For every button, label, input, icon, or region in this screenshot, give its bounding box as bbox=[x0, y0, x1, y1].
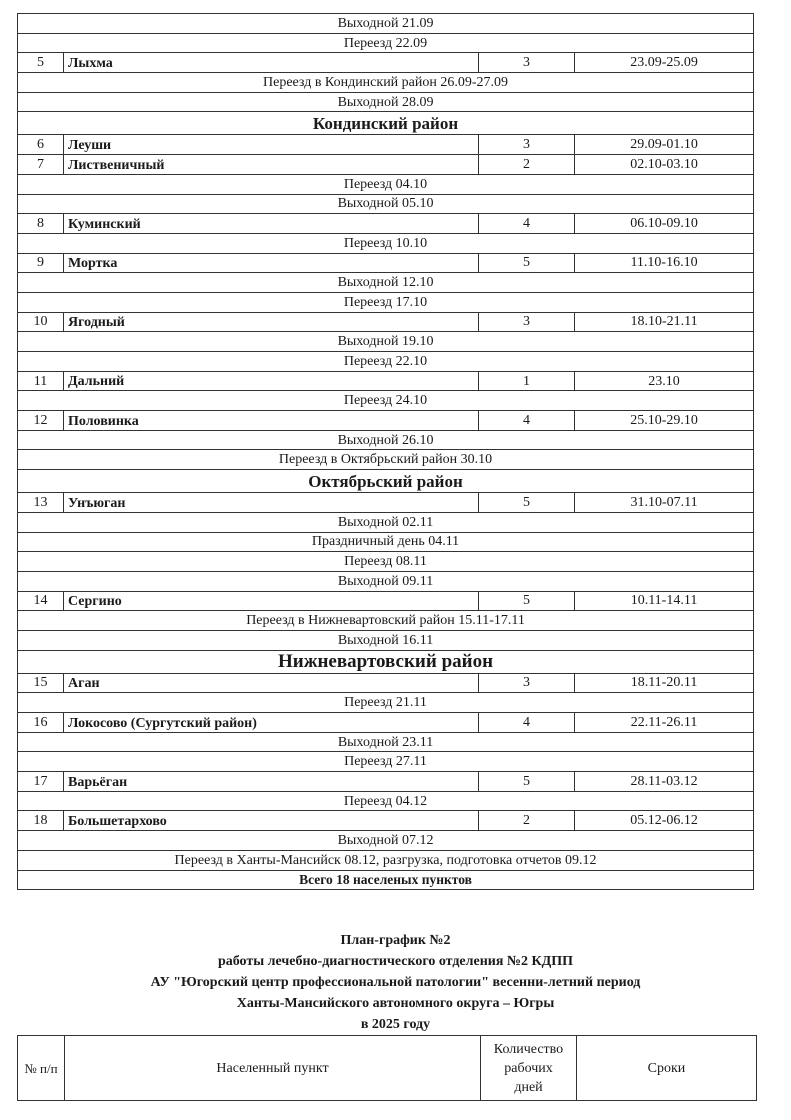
row-number: 11 bbox=[18, 371, 64, 391]
schedule-note-row bbox=[18, 532, 754, 552]
schedule-note: Выходной 05.10 bbox=[18, 194, 754, 214]
schedule-note-row bbox=[18, 512, 754, 532]
schedule-note-row bbox=[18, 430, 754, 450]
row-number: 10 bbox=[18, 312, 64, 332]
working-days: 4 bbox=[479, 713, 575, 733]
schedule-note-row bbox=[18, 174, 754, 194]
row-number: 9 bbox=[18, 253, 64, 273]
schedule-note-row bbox=[18, 791, 754, 811]
schedule-note-row bbox=[18, 611, 754, 631]
row-number: 15 bbox=[18, 673, 64, 693]
date-range: 02.10-03.10 bbox=[575, 155, 754, 175]
settlement-row bbox=[18, 312, 754, 332]
total-settlements: Всего 18 населеных пунктов bbox=[18, 870, 754, 890]
district-name: Октябрьский район bbox=[18, 470, 754, 493]
working-days: 4 bbox=[479, 411, 575, 431]
working-days: 5 bbox=[479, 493, 575, 513]
schedule-note: Переезд 27.11 bbox=[18, 752, 754, 772]
working-days: 5 bbox=[479, 591, 575, 611]
plan-title-block bbox=[0, 930, 791, 1035]
plan-subtitle-region: Ханты-Мансийского автономного округа – Югры bbox=[236, 996, 555, 1011]
working-days: 1 bbox=[479, 371, 575, 391]
schedule-note-row bbox=[18, 273, 754, 293]
settlement-row bbox=[18, 493, 754, 513]
district-header-row bbox=[18, 470, 754, 493]
date-range: 18.10-21.11 bbox=[575, 312, 754, 332]
settlement-row bbox=[18, 155, 754, 175]
settlement-name: Лиственичный bbox=[64, 155, 479, 175]
row-number: 18 bbox=[18, 811, 64, 831]
row-number: 5 bbox=[18, 53, 64, 73]
schedule-table-body bbox=[18, 14, 754, 890]
date-range: 10.11-14.11 bbox=[575, 591, 754, 611]
date-range: 25.10-29.10 bbox=[575, 411, 754, 431]
header-dates: Сроки bbox=[577, 1036, 757, 1101]
schedule-table bbox=[17, 13, 754, 890]
district-name: Кондинский район bbox=[18, 112, 754, 135]
row-number: 8 bbox=[18, 214, 64, 234]
schedule-note: Переезд 17.10 bbox=[18, 292, 754, 312]
working-days: 3 bbox=[479, 312, 575, 332]
schedule-note-row bbox=[18, 571, 754, 591]
schedule-note-row bbox=[18, 92, 754, 112]
settlement-row bbox=[18, 811, 754, 831]
plan-title: План-график №2 bbox=[340, 933, 451, 948]
settlement-row bbox=[18, 371, 754, 391]
schedule-note-row bbox=[18, 693, 754, 713]
schedule-note: Переезд в Кондинский район 26.09-27.09 bbox=[18, 73, 754, 93]
schedule-note-row bbox=[18, 752, 754, 772]
schedule-note: Выходной 02.11 bbox=[18, 512, 754, 532]
header-working-days bbox=[481, 1036, 577, 1101]
schedule-note: Переезд в Ханты-Мансийск 08.12, разгрузка, подготовка отчетов 09.12 bbox=[18, 850, 754, 870]
schedule-note-row bbox=[18, 552, 754, 572]
settlement-row bbox=[18, 53, 754, 73]
district-header-row bbox=[18, 112, 754, 135]
working-days: 3 bbox=[479, 673, 575, 693]
date-range: 23.09-25.09 bbox=[575, 53, 754, 73]
schedule-note-row bbox=[18, 194, 754, 214]
schedule-note: Праздничный день 04.11 bbox=[18, 532, 754, 552]
schedule-note-row bbox=[18, 332, 754, 352]
settlement-name: Куминский bbox=[64, 214, 479, 234]
row-number: 7 bbox=[18, 155, 64, 175]
schedule-note: Переезд 24.10 bbox=[18, 391, 754, 411]
date-range: 18.11-20.11 bbox=[575, 673, 754, 693]
schedule-note: Переезд 22.09 bbox=[18, 33, 754, 53]
settlement-name: Мортка bbox=[64, 253, 479, 273]
schedule-note-row bbox=[18, 831, 754, 851]
plan-subtitle-department: работы лечебно-диагностического отделения №2 КДПП bbox=[217, 954, 574, 969]
header-working-days-line3: дней bbox=[514, 1079, 543, 1095]
settlement-row bbox=[18, 253, 754, 273]
settlement-row bbox=[18, 673, 754, 693]
row-number: 13 bbox=[18, 493, 64, 513]
settlement-row bbox=[18, 214, 754, 234]
row-number: 16 bbox=[18, 713, 64, 733]
working-days: 3 bbox=[479, 53, 575, 73]
plan2-header-table bbox=[17, 1035, 757, 1101]
settlement-name: Унъюган bbox=[64, 493, 479, 513]
date-range: 11.10-16.10 bbox=[575, 253, 754, 273]
working-days: 5 bbox=[479, 253, 575, 273]
schedule-note: Выходной 12.10 bbox=[18, 273, 754, 293]
date-range: 23.10 bbox=[575, 371, 754, 391]
row-number: 6 bbox=[18, 135, 64, 155]
schedule-note: Переезд в Октябрьский район 30.10 bbox=[18, 450, 754, 470]
settlement-row bbox=[18, 772, 754, 792]
schedule-note: Выходной 21.09 bbox=[18, 14, 754, 34]
working-days: 2 bbox=[479, 155, 575, 175]
plan-subtitle-organization: АУ "Югорский центр профессиональной патологии" весенни-летний период bbox=[150, 975, 641, 990]
schedule-note-row bbox=[18, 391, 754, 411]
schedule-note: Выходной 16.11 bbox=[18, 630, 754, 650]
settlement-name: Сергино bbox=[64, 591, 479, 611]
row-number: 12 bbox=[18, 411, 64, 431]
row-number: 14 bbox=[18, 591, 64, 611]
schedule-note: Переезд 08.11 bbox=[18, 552, 754, 572]
settlement-name: Локосово (Сургутский район) bbox=[64, 713, 479, 733]
date-range: 06.10-09.10 bbox=[575, 214, 754, 234]
schedule-note: Выходной 19.10 bbox=[18, 332, 754, 352]
settlement-name: Большетархово bbox=[64, 811, 479, 831]
working-days: 2 bbox=[479, 811, 575, 831]
schedule-note-row bbox=[18, 233, 754, 253]
plan-subtitle-year: в 2025 году bbox=[360, 1017, 431, 1032]
schedule-note: Выходной 07.12 bbox=[18, 831, 754, 851]
date-range: 22.11-26.11 bbox=[575, 713, 754, 733]
schedule-note: Выходной 28.09 bbox=[18, 92, 754, 112]
plan2-header-row bbox=[18, 1036, 757, 1101]
date-range: 05.12-06.12 bbox=[575, 811, 754, 831]
settlement-name: Ягодный bbox=[64, 312, 479, 332]
district-name: Нижневартовский район bbox=[18, 650, 754, 673]
working-days: 3 bbox=[479, 135, 575, 155]
total-row bbox=[18, 870, 754, 890]
schedule-note: Выходной 23.11 bbox=[18, 732, 754, 752]
settlement-name: Половинка bbox=[64, 411, 479, 431]
date-range: 29.09-01.10 bbox=[575, 135, 754, 155]
header-settlement: Населенный пункт bbox=[65, 1036, 481, 1101]
working-days: 5 bbox=[479, 772, 575, 792]
schedule-note: Выходной 09.11 bbox=[18, 571, 754, 591]
working-days: 4 bbox=[479, 214, 575, 234]
settlement-name: Варьёган bbox=[64, 772, 479, 792]
settlement-name: Дальний bbox=[64, 371, 479, 391]
header-working-days-line2: рабочих bbox=[504, 1060, 553, 1076]
schedule-note-row bbox=[18, 630, 754, 650]
date-range: 28.11-03.12 bbox=[575, 772, 754, 792]
schedule-note: Выходной 26.10 bbox=[18, 430, 754, 450]
schedule-note-row bbox=[18, 850, 754, 870]
schedule-note: Переезд 21.11 bbox=[18, 693, 754, 713]
schedule-note-row bbox=[18, 352, 754, 372]
schedule-note: Переезд 22.10 bbox=[18, 352, 754, 372]
schedule-note: Переезд 10.10 bbox=[18, 233, 754, 253]
row-number: 17 bbox=[18, 772, 64, 792]
settlement-name: Леуши bbox=[64, 135, 479, 155]
settlement-row bbox=[18, 591, 754, 611]
date-range: 31.10-07.11 bbox=[575, 493, 754, 513]
settlement-row bbox=[18, 135, 754, 155]
schedule-note-row bbox=[18, 732, 754, 752]
header-working-days-line1: Количество bbox=[493, 1041, 564, 1057]
schedule-note-row bbox=[18, 450, 754, 470]
settlement-name: Аган bbox=[64, 673, 479, 693]
schedule-note-row bbox=[18, 292, 754, 312]
district-header-row bbox=[18, 650, 754, 673]
schedule-note-row bbox=[18, 73, 754, 93]
schedule-note-row bbox=[18, 33, 754, 53]
schedule-note: Переезд 04.12 bbox=[18, 791, 754, 811]
schedule-note: Переезд 04.10 bbox=[18, 174, 754, 194]
header-number: № п/п bbox=[18, 1036, 65, 1101]
settlement-row bbox=[18, 411, 754, 431]
settlement-row bbox=[18, 713, 754, 733]
settlement-name: Лыхма bbox=[64, 53, 479, 73]
schedule-note: Переезд в Нижневартовский район 15.11-17.11 bbox=[18, 611, 754, 631]
schedule-note-row bbox=[18, 14, 754, 34]
